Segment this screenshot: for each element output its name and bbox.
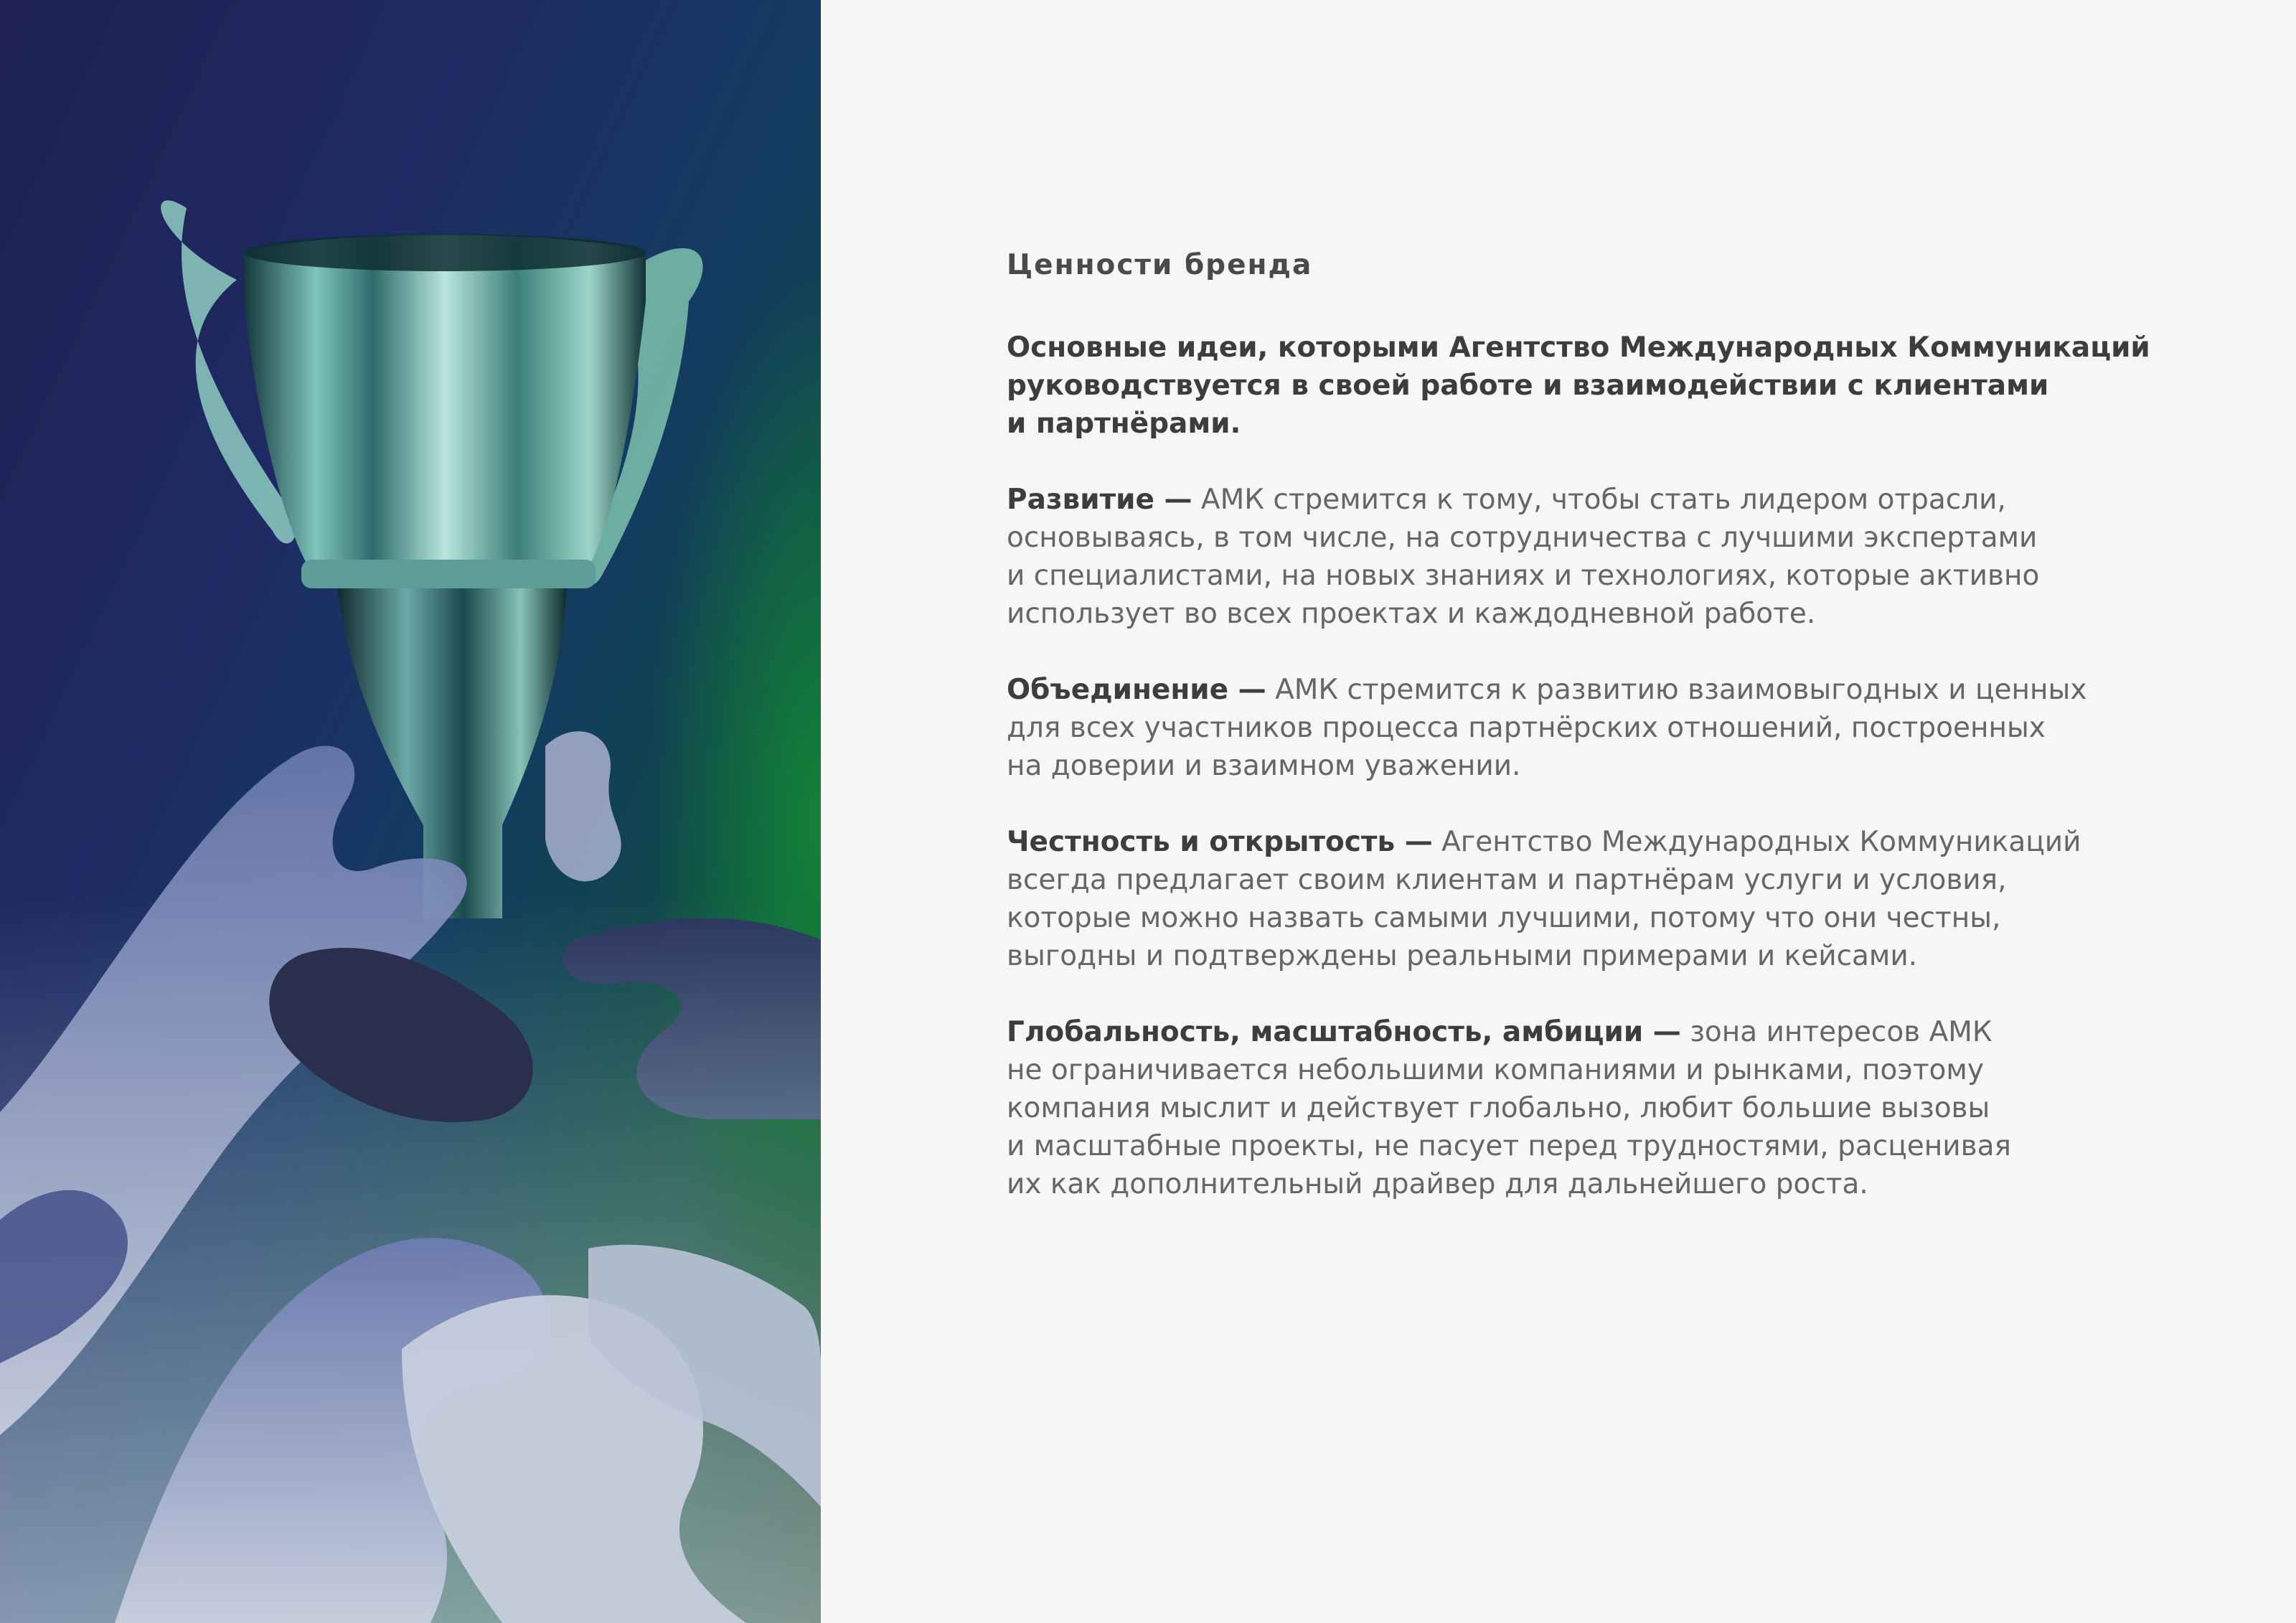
value-term: Глобальность, масштабность, амбиции — [1007, 1016, 1681, 1048]
value-text: использует во всех проектах и каждодневной работе. [1007, 598, 1816, 630]
trophy-bowl [244, 235, 646, 568]
value-text: всегда предлагает своим клиентам и партнёрам услуги и условия, [1007, 864, 2007, 896]
brand-values-section [1007, 244, 2183, 1241]
value-text: Агентство Международных Коммуникаций [1432, 826, 2081, 858]
value-text: и специалистами, на новых знаниях и технологиях, которые активно [1007, 560, 2040, 592]
value-text: на доверии и взаимном уважении. [1007, 750, 1521, 782]
value-text: компания мыслит и действует глобально, любит большие вызовы [1007, 1092, 1990, 1124]
value-text: и масштабные проекты, не пасует перед трудностями, расценивая [1007, 1130, 2011, 1162]
value-development [1007, 481, 2183, 633]
value-text: основываясь, в том числе, на сотрудничества с лучшими экспертами [1007, 522, 2038, 554]
value-text: их как дополнительный драйвер для дальнейшего роста. [1007, 1168, 1868, 1200]
value-honesty [1007, 823, 2183, 975]
value-text: для всех участников процесса партнёрских отношений, построенных [1007, 712, 2046, 744]
intro-line: руководствуется в своей работе и взаимодействии с клиентами [1007, 370, 2049, 402]
value-text: которые можно назвать самыми лучшими, потому что они честны, [1007, 902, 2001, 934]
trophy-hands-photo [0, 0, 821, 1623]
value-text: выгодны и подтверждены реальными примерами и кейсами. [1007, 940, 1918, 972]
intro-paragraph [1007, 329, 2183, 443]
value-text: не ограничивается небольшими компаниями и рынками, поэтому [1007, 1054, 1984, 1086]
value-globality [1007, 1013, 2183, 1203]
value-text: зона интересов АМК [1680, 1016, 1992, 1048]
intro-line: и партнёрами. [1007, 408, 1241, 440]
value-text: АМК стремится к тому, чтобы стать лидером отрасли, [1192, 484, 2006, 516]
section-title: Ценности бренда [1007, 249, 1313, 281]
value-term: Объединение — [1007, 674, 1266, 706]
intro-line: Основные идеи, которыми Агентство Международных Коммуникаций [1007, 331, 2150, 364]
raised-hands [0, 731, 821, 1623]
value-unity [1007, 671, 2183, 785]
value-text: АМК стремится к развитию взаимовыгодных и ценных [1266, 674, 2087, 706]
value-term: Развитие — [1007, 484, 1192, 516]
value-term: Честность и открытость — [1007, 826, 1433, 858]
